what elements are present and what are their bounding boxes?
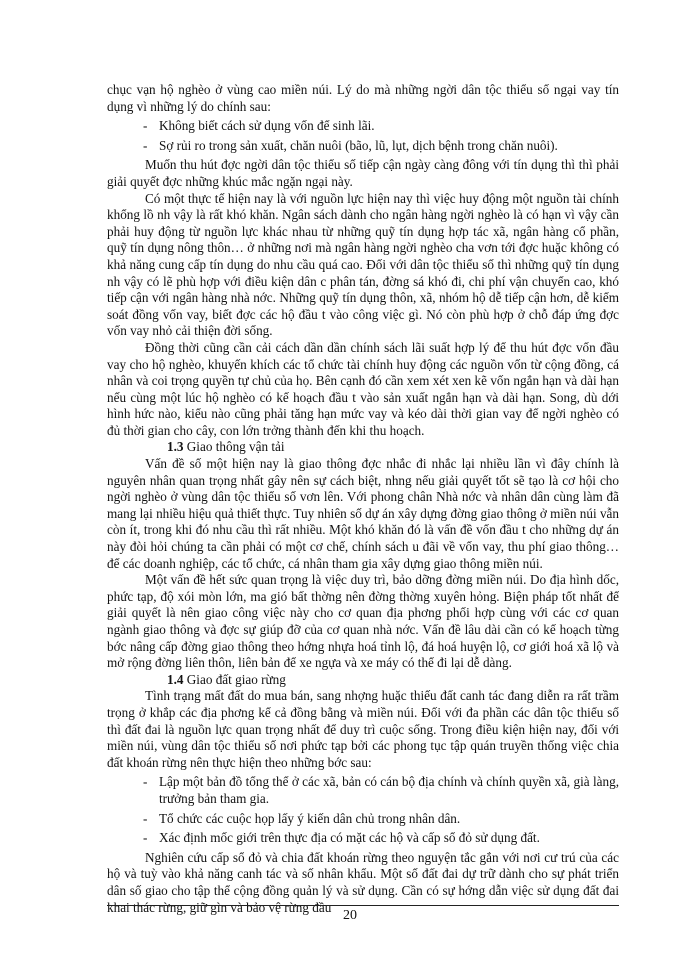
section-heading-1-4 [107,672,619,689]
list-item: - Sợ rủi ro trong sản xuất, chăn nuôi (bão, lũ, lụt, dịch bệnh trong chăn nuôi). [143,137,558,153]
dash-bullet-icon: - [143,830,148,846]
paragraph: chục vạn hộ nghèo ở vùng cao miền núi. Lý do mà những ngời dân tộc thiểu số ngại vay tín dụng vì những lý do chính sau: [107,82,619,114]
page-number: 20 [343,908,357,923]
paragraph: Có một thực tế hiện nay là với nguồn lực hiện nay thì việc huy động một nguồn tài chính khổng lồ nh vậy là rất khó khăn. Ngân sách dành cho ngân hàng ngời nghèo là có hạn vì vậy cần phải huy động từ nguồn lực khác nhau từ những quỹ tín dụng hợp tác xã, ngân hàng cổ phần, quỹ tín dụng nông thôn… ở những nơi mà ngân hàng ngời nghèo cha vơn tới đợc huặc không có khả năng cung cấp tín dụng do nhu cầu quá cao. Đối với dân tộc thiểu số thì những quỹ tín dụng nh vậy có lẽ phù hợp với điều kiện dân c phân tán, đờng sá khó đi, chi phí vận chuyển cao, khó tiếp cận với ngân hàng nhà nớc. Những quỹ tín dụng thôn, xã, nhóm hộ dễ tiếp cận hơn, dễ kiểm soát đồng vốn vay, biết đợc các hộ đầu t vào công việc gì. Nó còn phù hợp ở chỗ đáp ứng đợc vốn vay nhỏ cải thiện đời sống. [107,190,619,339]
section-heading-1-3 [107,439,619,456]
section-title: Giao đất giao rừng [186,671,286,687]
steps-list [107,774,619,846]
paragraph: Muốn thu hút đợc ngời dân tộc thiểu số tiếp cận ngày càng đông với tín dụng thì thì phải giải quyết đợc những khúc mắc ngặn ngại này. [107,157,619,189]
dash-bullet-icon: - [143,137,148,153]
section-number: 1.3 [167,439,184,455]
paragraph: Nghiên cứu cấp sổ đỏ và chia đất khoán rừng theo nguyện tắc gắn với nơi cư trú của các hộ và tuỳ vào khả năng canh tác và số nhân khẩu. Một số đất đai dự trữ dành cho sự phát triển dân số giao cho tập thể cộng đồng quản lý và sử dụng. Cần có sự hớng dẫn việc sử dụng đất đai khai thác rừng, giữ gìn và bảo vệ rừng đầu [107,849,619,915]
dash-bullet-icon: - [143,774,148,790]
list-item: - Không biết cách sử dụng vốn để sinh lãi. [143,118,375,134]
page-content [107,82,619,916]
paragraph: Tình trạng mất đất do mua bán, sang nhợng huặc thiếu đất canh tác đang diễn ra rất trầm trọng ở khắp các địa phơng kể cả đồng bằng và miền núi. Đối với đa phần các dân tộc thiểu số thì đất đai là nguồn lực quan trọng nhất để duy trì cuộc sống. Trong điều kiện hiện nay, đối với miền núi, vùng dân tộc thiểu số nơi phức tạp bởi các phong tục tập quán truyền thống việc chia đất khoán rừng nên thực hiện theo những bớc sau: [107,688,619,770]
list-item: - Lập một bản đồ tổng thể ở các xã, bản có cán bộ địa chính và chính quyền xã, già làng, trưởng bản tham gia. [143,774,619,806]
list-item: - Xác định mốc giới trên thực địa có mặt các hộ và cấp sổ đỏ sử dụng đất. [143,830,540,846]
list-item: - Tổ chức các cuộc họp lấy ý kiến dân chủ trong nhân dân. [143,810,461,826]
footer-divider [107,905,619,906]
paragraph: Vấn đề số một hiện nay là giao thông đợc nhắc đi nhắc lại nhiều lần vì đây chính là nguyên nhân quan trọng nhất gây nên sự cách biệt, nhng nếu giải quyết tốt sẽ tạo là cơ hội cho ngời nghèo ở vùng dân tộc thiểu số vơn lên. Với phong chân Nhà nớc và nhân dân cùng làm đã mang lại nhiều hiệu quả thiết thực. Tuy nhiên số dự án xây dựng đờng giao thông ở miền núi vẫn còn ít, trong khi đó nhu cầu thì rất nhiều. Một khó khăn đó là vấn đề vốn đầu t cho những dự án này đòi hỏi chúng ta cần phải có một cơ chế, chính sách u đãi về vốn vay, thu phí giao thông… để các doanh nghiệp, các tổ chức, cá nhân tham gia xây dựng giao thông miền núi. [107,456,619,571]
paragraph: Một vấn đề hết sức quan trọng là việc duy trì, bảo dỡng đờng miền núi. Do địa hình dốc, phức tạp, độ xói mòn lớn, ma gió bất thờng nên đờng thờng xuyên hỏng. Biện pháp tốt nhất để giải quyết là nên giao công việc này cho cơ quan địa phơng phối hợp cùng với các cơ quan ngành giao thông và đợc sự giúp đỡ của cơ quan nhà nớc. Vấn đề lâu dài cần có kế hoạch từng bớc nâng cấp đờng giao thông theo hớng nhựa hoá tỉnh lộ, đá hoá huyện lộ, cơ giới hoá xã lộ và mở rộng đờng liên thôn, liên bản để xe ngựa và xe máy có thể đi lại dễ dàng. [107,572,619,671]
section-number: 1.4 [167,671,184,687]
dash-bullet-icon: - [143,810,148,826]
paragraph: Đồng thời cũng cần cải cách dần dần chính sách lãi suất hợp lý để thu hút đợc vốn đầu vay cho hộ nghèo, khuyến khích các tổ chức tài chính huy động các nguồn vốn từ cộng đồng, cá nhân và coi trọng quyền tự chủ của họ. Bên cạnh đó cần xem xét xen kẽ vốn ngắn hạn và dài hạn nếu cùng một lúc hộ nghèo có kế hoạch đầu t vào sản xuất ngắn hạn và dài hạn. Song, dù dới hình hức nào, kiểu nào cũng phải tăng hạn mức vay và kéo dài thời gian vay để ngời nghèo có đủ thời gian cho cây, con lớn trởng thành đến khi thu hoạch. [107,339,619,438]
section-title: Giao thông vận tải [186,439,285,455]
reasons-list [107,118,619,154]
dash-bullet-icon: - [143,118,148,134]
